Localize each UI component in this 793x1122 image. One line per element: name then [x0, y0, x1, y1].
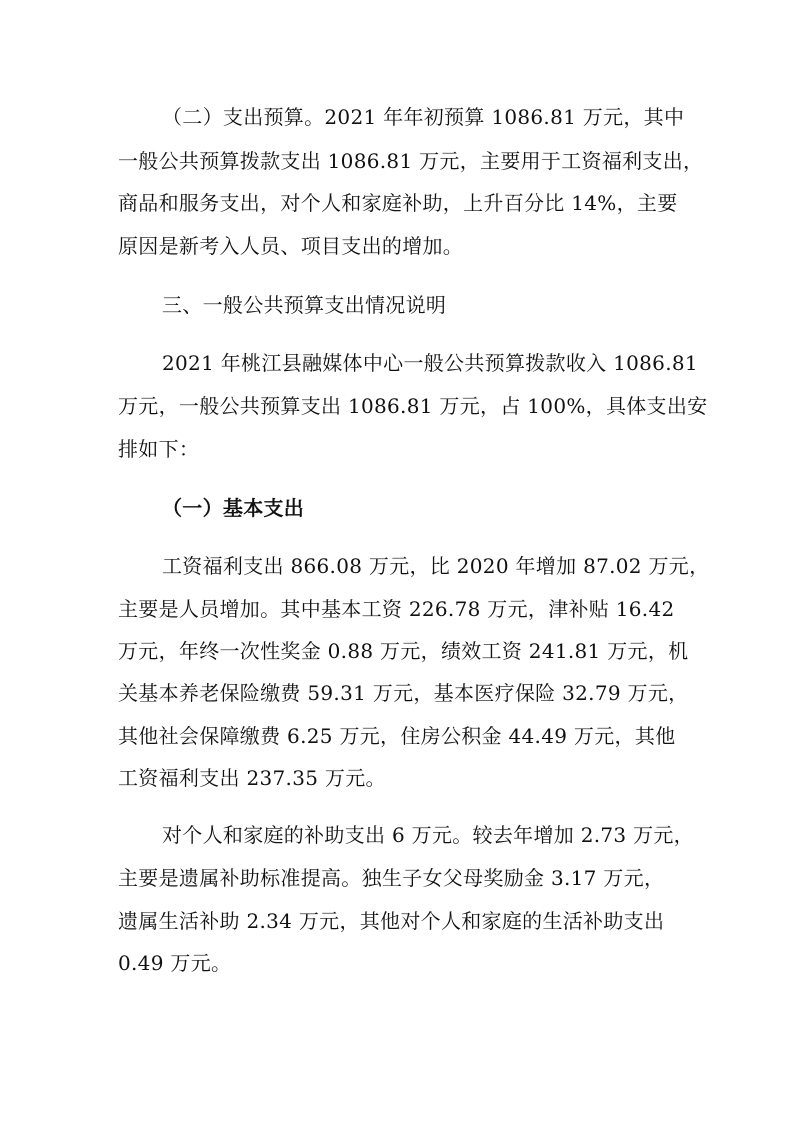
- salary-paragraph-line-4: 关基本养老保险缴费 59.31 万元，基本医疗保险 32.79 万元，: [118, 681, 689, 705]
- salary-paragraph-line-6: 工资福利支出 237.35 万元。: [118, 766, 386, 790]
- budget-paragraph-line-3: 商品和服务支出，对个人和家庭补助，上升百分比 14%，主要: [118, 191, 678, 215]
- budget-paragraph-line-1: （二）支出预算。2021 年年初预算 1086.81 万元，其中: [162, 105, 685, 129]
- subsidy-paragraph-line-2: 主要是遗属补助标准提高。独生子女父母奖励金 3.17 万元，: [118, 866, 665, 890]
- budget-paragraph-line-4: 原因是新考入人员、项目支出的增加。: [118, 234, 464, 258]
- salary-paragraph-line-1: 工资福利支出 866.08 万元，比 2020 年增加 87.02 万元，: [162, 554, 710, 578]
- basic-expenditure-heading: （一）基本支出: [162, 496, 305, 520]
- budget-paragraph-line-2: 一般公共预算拨款支出 1086.81 万元，主要用于工资福利支出，: [118, 149, 704, 173]
- section-three-line-3: 排如下：: [118, 437, 200, 461]
- salary-paragraph-line-5: 其他社会保障缴费 6.25 万元，住房公积金 44.49 万元，其他: [118, 724, 676, 748]
- section-three-line-2: 万元，一般公共预算支出 1086.81 万元，占 100%，具体支出安: [118, 394, 708, 418]
- subsidy-paragraph-line-4: 0.49 万元。: [118, 951, 232, 975]
- section-three-heading: 三、一般公共预算支出情况说明: [162, 293, 447, 317]
- section-three-line-1: 2021 年桃江县融媒体中心一般公共预算拨款收入 1086.81: [162, 351, 698, 375]
- subsidy-paragraph-line-1: 对个人和家庭的补助支出 6 万元。较去年增加 2.73 万元，: [162, 823, 694, 847]
- salary-paragraph-line-3: 万元，年终一次性奖金 0.88 万元，绩效工资 241.81 万元，机: [118, 639, 689, 663]
- subsidy-paragraph-line-3: 遗属生活补助 2.34 万元，其他对个人和家庭的生活补助支出: [118, 909, 665, 933]
- salary-paragraph-line-2: 主要是人员增加。其中基本工资 226.78 万元，津补贴 16.42: [118, 597, 675, 621]
